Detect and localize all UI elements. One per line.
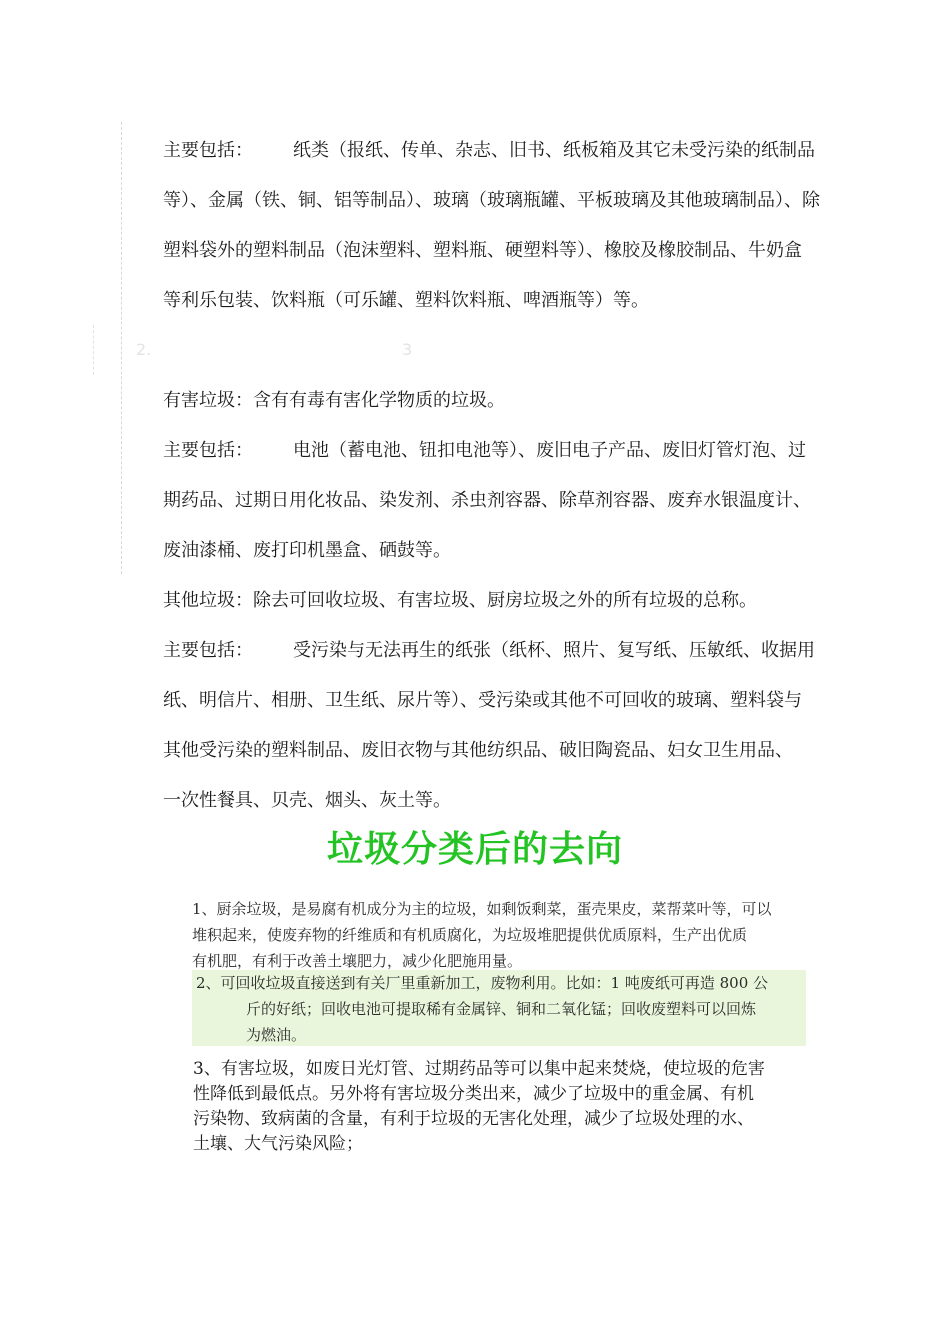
destination-item-2 bbox=[196, 970, 810, 1048]
destination-1-line-1: 1、厨余垃圾，是易腐有机成分为主的垃圾，如剩饭剩菜，蛋壳果皮，菜帮菜叶等，可以 bbox=[192, 900, 772, 918]
destination-1-line-3: 有机肥，有利于改善土壤肥力，减少化肥施用量。 bbox=[192, 952, 523, 970]
other-line-2: 纸、明信片、相册、卫生纸、尿片等）、受污染或其他不可回收的玻璃、塑料袋与 bbox=[163, 690, 802, 711]
destination-3-line-1: 3、有害垃圾，如废日光灯管、过期药品等可以集中起来焚烧，使垃圾的危害 bbox=[193, 1059, 765, 1079]
other-line-4: 一次性餐具、贝壳、烟头、灰土等。 bbox=[163, 790, 451, 811]
margin-rule bbox=[121, 122, 122, 574]
hazardous-line-2: 期药品、过期日用化妆品、染发剂、杀虫剂容器、除草剂容器、废弃水银温度计、 bbox=[163, 490, 811, 511]
includes-label: 主要包括： bbox=[163, 140, 253, 161]
destination-2-line-1: 2、可回收垃圾直接送到有关厂里重新加工，废物利用。比如：1 吨废纸可再造 800 公 bbox=[196, 974, 769, 992]
other-waste-section bbox=[163, 576, 813, 826]
recyclable-first-line: 纸类（报纸、传单、杂志、旧书、纸板箱及其它未受污染的纸制品 bbox=[293, 140, 815, 161]
section-title: 垃圾分类后的去向 bbox=[326, 829, 623, 870]
destination-3-line-2: 性降低到最低点。另外将有害垃圾分类出来，减少了垃圾中的重金属、有机 bbox=[193, 1084, 754, 1104]
destination-3-line-3: 污染物、致病菌的含量，有利于垃圾的无害化处理，减少了垃圾处理的水、 bbox=[193, 1109, 754, 1129]
destination-item-3 bbox=[193, 1057, 813, 1157]
recyclable-items-paragraph bbox=[163, 126, 820, 326]
recyclable-line-4: 等利乐包装、饮料瓶（可乐罐、塑料饮料瓶、啤酒瓶等）等。 bbox=[163, 290, 649, 311]
includes-label: 主要包括： bbox=[163, 440, 253, 461]
other-line-1 bbox=[163, 626, 813, 676]
hazardous-section bbox=[163, 376, 813, 576]
destination-2-line-3: 为燃油。 bbox=[246, 1026, 307, 1044]
hazardous-line-1 bbox=[163, 426, 813, 476]
recyclable-line-1 bbox=[163, 126, 813, 176]
margin-rule-short bbox=[93, 325, 94, 375]
hazardous-line-3: 废油漆桶、废打印机墨盒、硒鼓等。 bbox=[163, 540, 451, 561]
recyclable-line-3: 塑料袋外的塑料制品（泡沫塑料、塑料瓶、硬塑料等）、橡胶及橡胶制品、牛奶盒 bbox=[163, 240, 802, 261]
other-definition: 其他垃圾：除去可回收垃圾、有害垃圾、厨房垃圾之外的所有垃圾的总称。 bbox=[163, 590, 757, 611]
destination-1-line-2: 堆积起来，使废弃物的纤维质和有机质腐化，为垃圾堆肥提供优质原料，生产出优质 bbox=[192, 926, 748, 944]
includes-label: 主要包括： bbox=[163, 640, 253, 661]
hazardous-first-line: 电池（蓄电池、钮扣电池等）、废旧电子产品、废旧灯管灯泡、过 bbox=[293, 440, 806, 461]
destination-2-line-2: 斤的好纸；回收电池可提取稀有金属锌、铜和二氧化锰；回收废塑料可以回炼 bbox=[246, 1000, 757, 1018]
destination-item-1 bbox=[192, 896, 812, 974]
other-first-line: 受污染与无法再生的纸张（纸杯、照片、复写纸、压敏纸、收据用 bbox=[293, 640, 815, 661]
recyclable-line-2: 等）、金属（铁、铜、铝等制品）、玻璃（玻璃瓶罐、平板玻璃及其他玻璃制品）、除 bbox=[163, 190, 820, 211]
other-line-3: 其他受污染的塑料制品、废旧衣物与其他纺织品、破旧陶瓷品、妇女卫生用品、 bbox=[163, 740, 793, 761]
faint-mark-right: 3 bbox=[402, 340, 413, 359]
hazardous-definition: 有害垃圾：含有有毒有害化学物质的垃圾。 bbox=[163, 390, 505, 411]
faint-mark-left: 2. bbox=[136, 340, 152, 359]
destination-3-line-4: 土壤、大气污染风险； bbox=[193, 1134, 363, 1154]
